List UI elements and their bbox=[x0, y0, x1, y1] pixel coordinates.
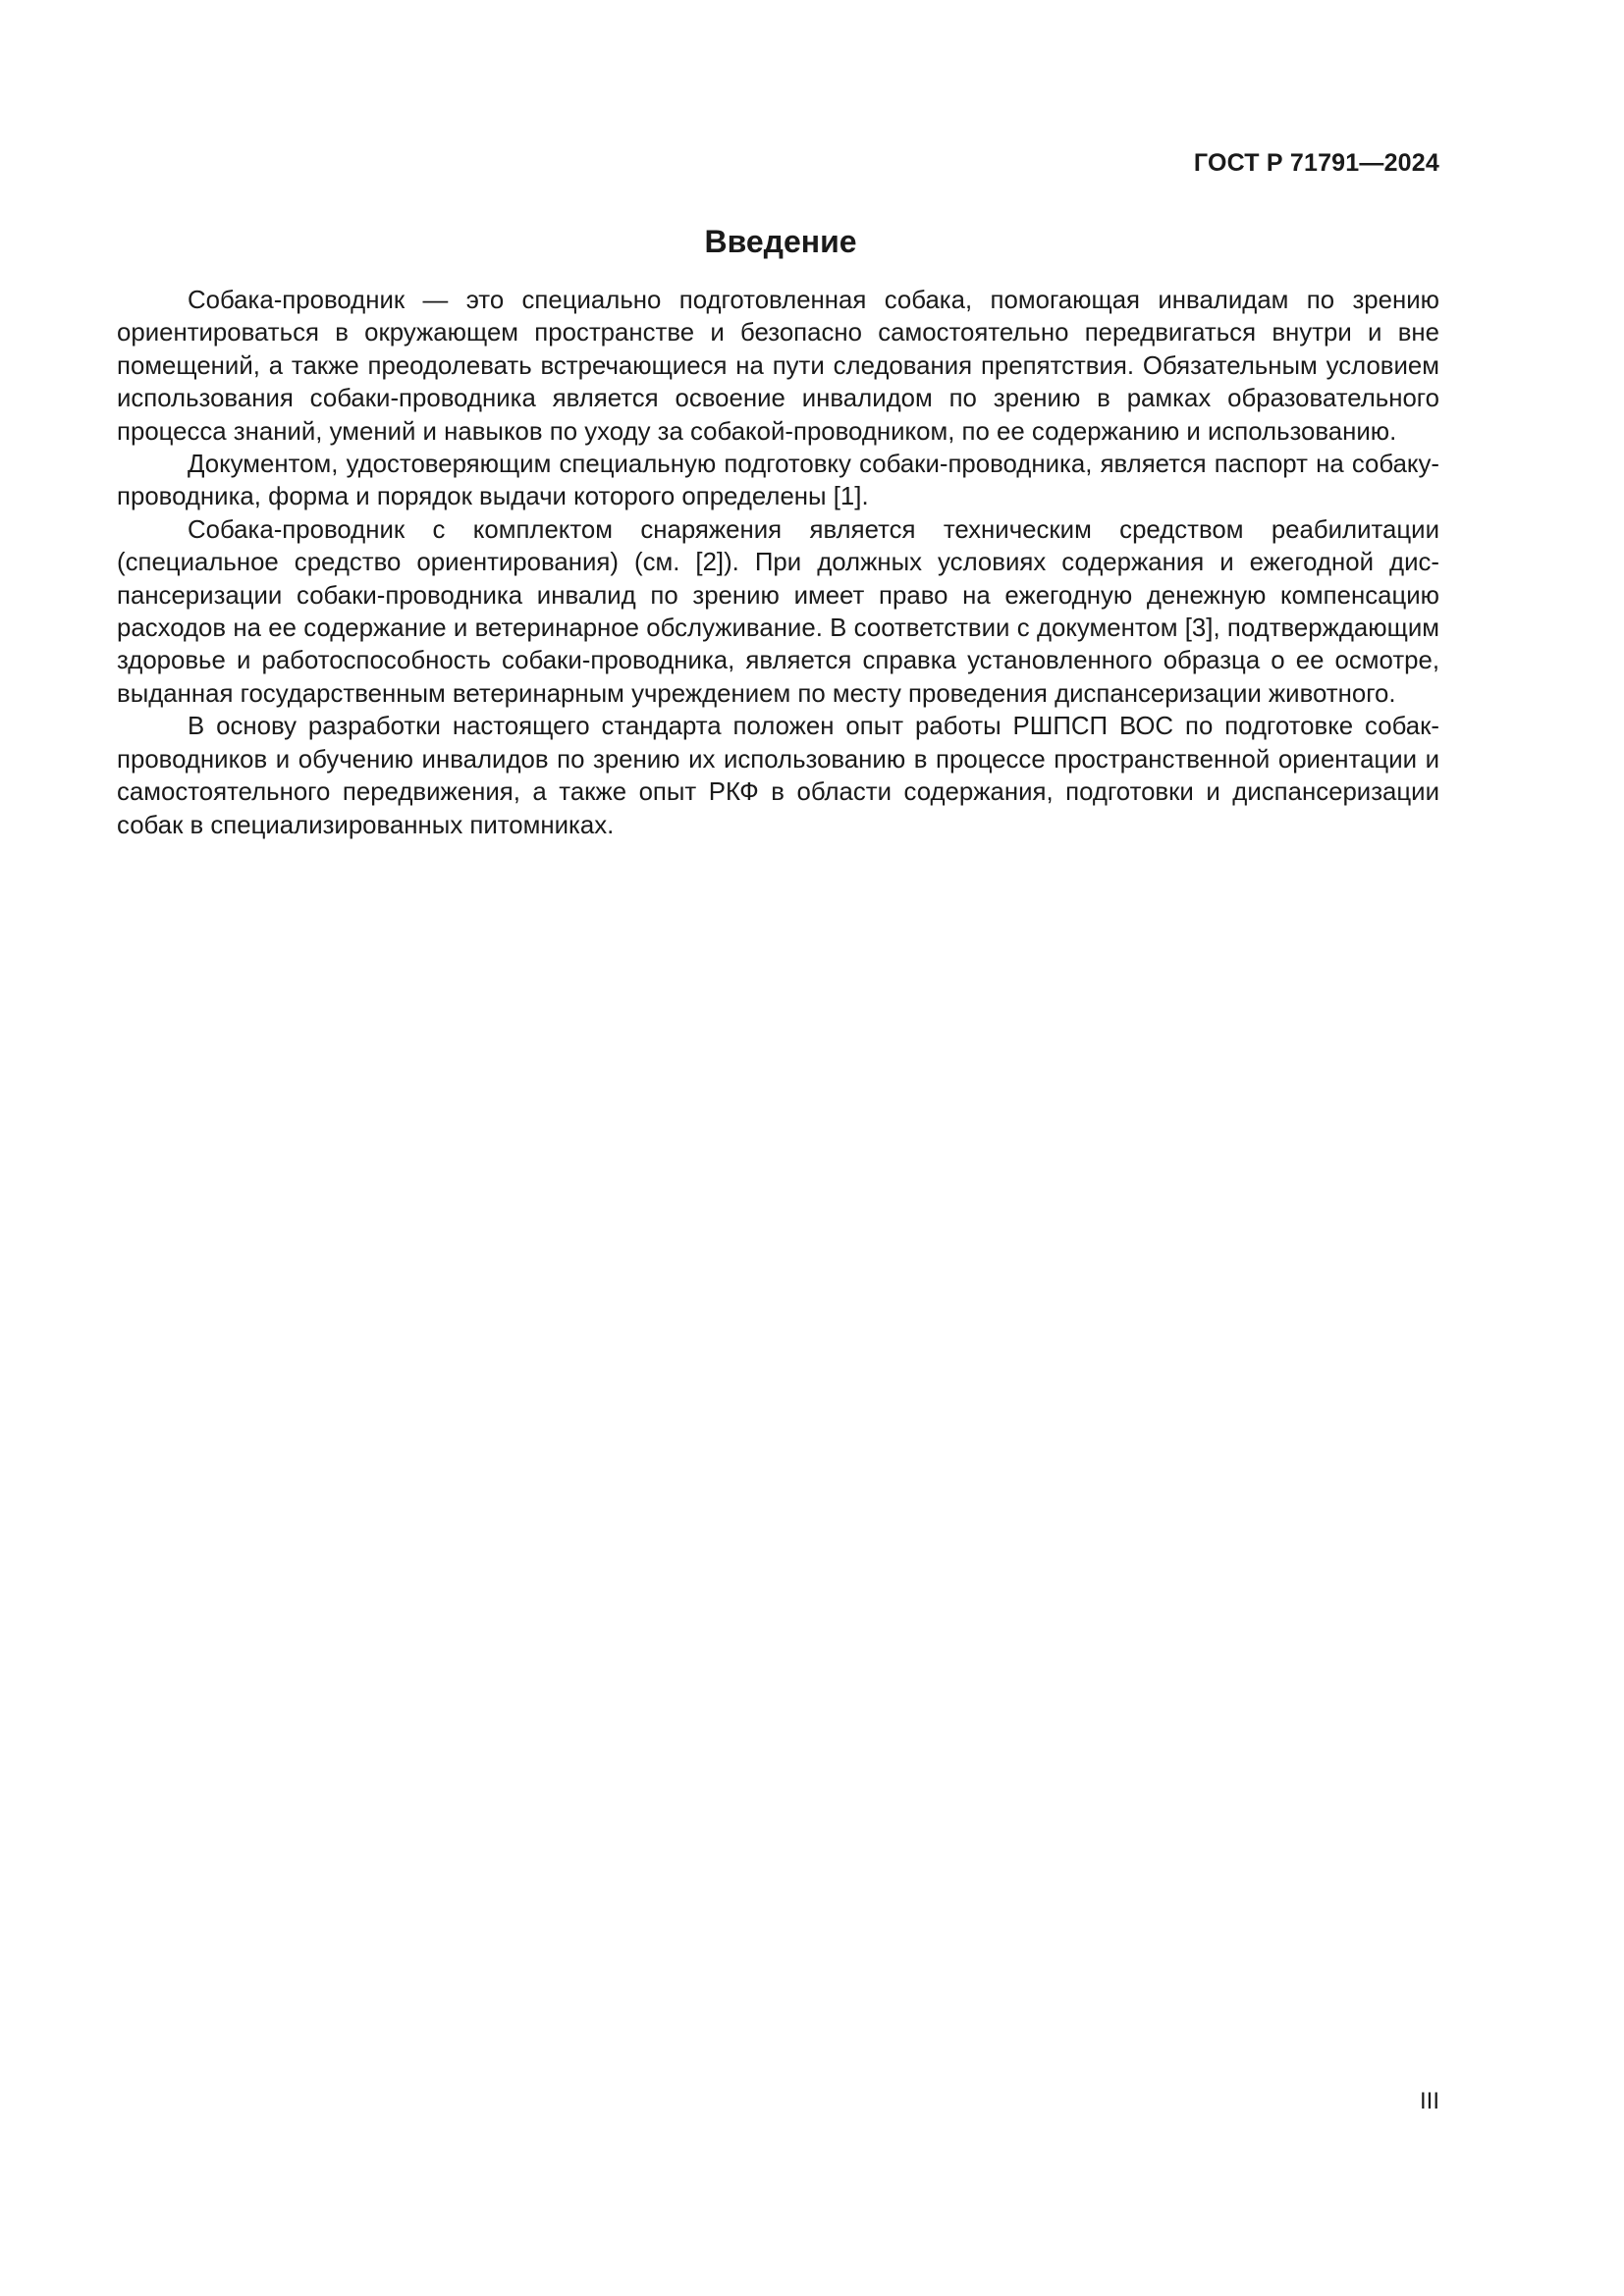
page-number: III bbox=[1419, 2088, 1439, 2114]
document-code: ГОСТ Р 71791—2024 bbox=[1193, 149, 1439, 177]
paragraph: В основу разработки настоящего стандарта положен опыт работы РШПСП ВОС по подготовке собак-проводников и обучению инвалидов по зрению их использованию в процессе пространственной ориентации и самостоятельного передвижения, а также опыт РКФ в области содержания, подготовки и диспансеризации собак в специализированных питомниках. bbox=[117, 713, 1439, 839]
section-title: Введение bbox=[704, 224, 857, 259]
paragraph: Собака-проводник — это специально подготовленная собака, помогающая инвалидам по зрению ориентироваться в окружающем пространстве и безопасно самостоятельно передвигаться внутри и вне помещений, а также преодолевать встречающиеся на пути следования препятствия. Обязательным условием использования собаки-проводника является освоение инвалидом по зрению в рамках образовательного процесса знаний, умений и навыков по уходу за собакой-проводником, по ее содержанию и использованию. bbox=[117, 287, 1439, 446]
body-text bbox=[117, 285, 1439, 842]
paragraph: Собака-проводник с комплектом снаряжения является техническим средством реабилитации (специальное средство ориентирования) (см. [2]). При должных условиях содержания и ежегодной диспансеризации собаки-проводника инвалид по зрению имеет право на ежегодную денежную компенсацию расходов на ее содержание и ветеринарное обслуживание. В соответствии с документом [3], подтверждающим здоровье и работоспособность собаки-проводника, является справка установленного образца о ее осмотре, выданная государственным ветеринарным учреждением по месту проведения диспансеризации животного. bbox=[117, 515, 1439, 708]
paragraph: Документом, удостоверяющим специальную подготовку собаки-проводника, является паспорт на собаку-проводника, форма и порядок выдачи которого определены [1]. bbox=[117, 451, 1439, 511]
